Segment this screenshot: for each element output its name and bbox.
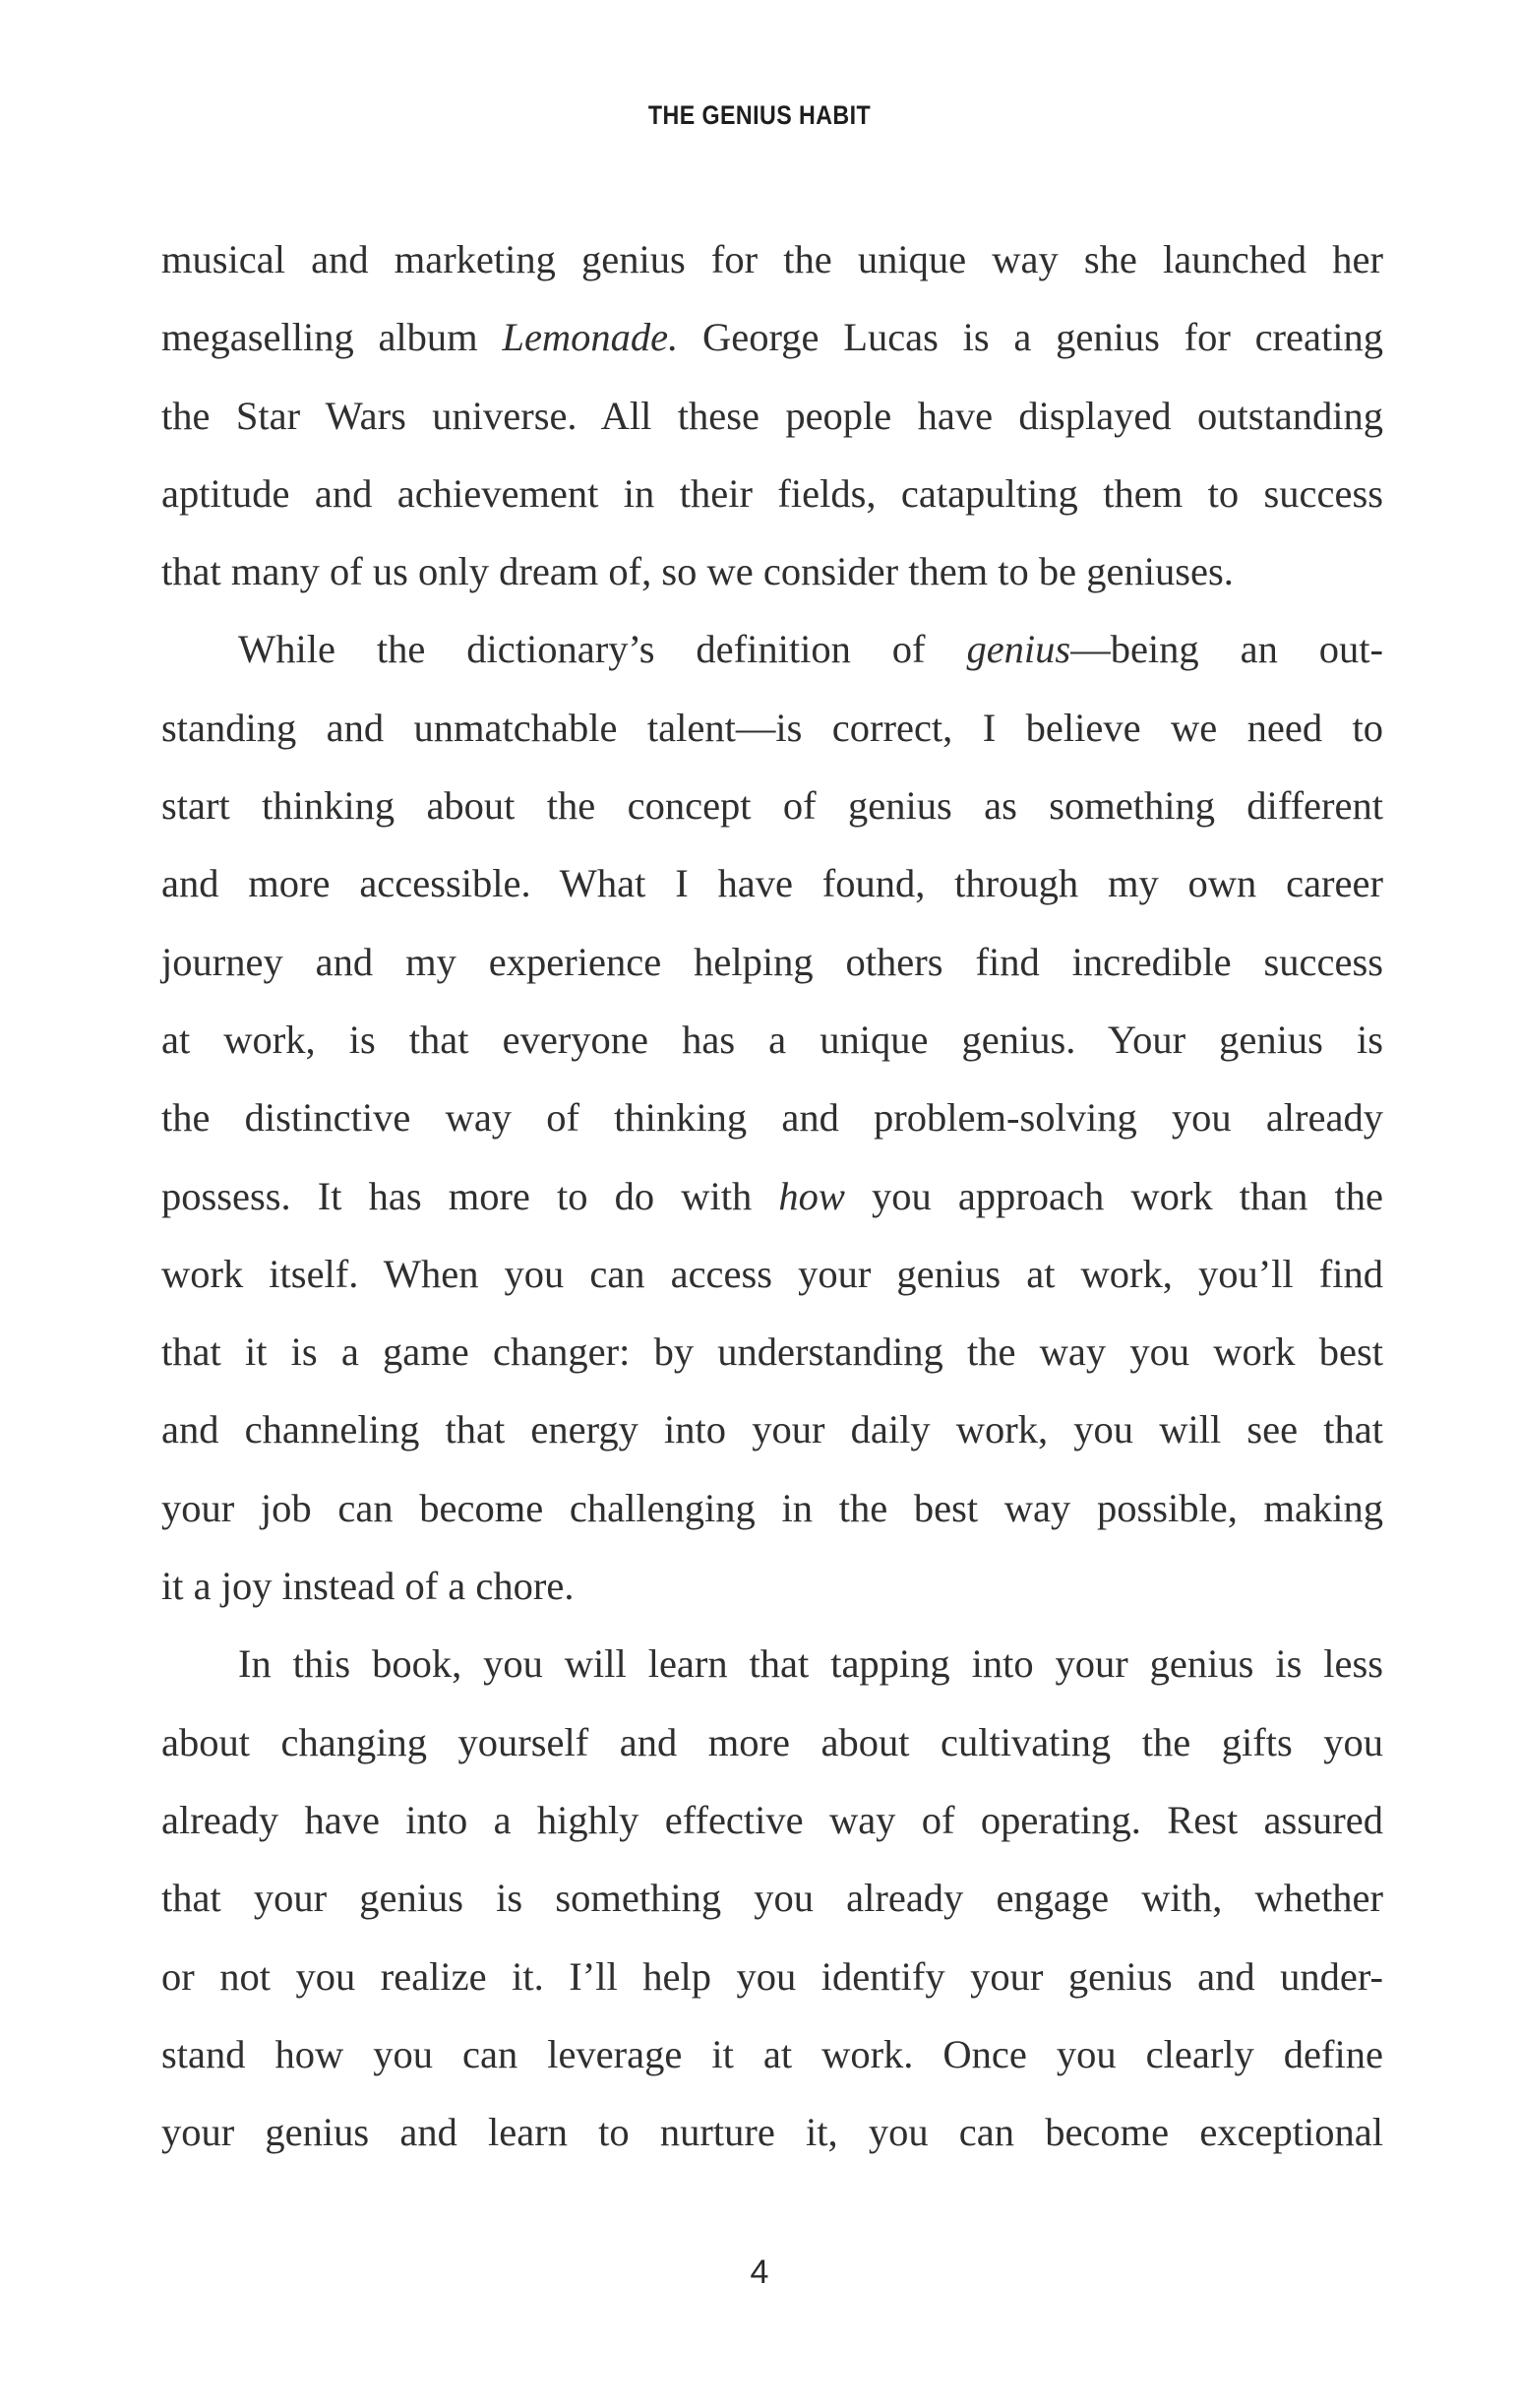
text-line: it a joy instead of a chore. xyxy=(161,1564,575,1609)
text-line: megaselling album Lemonade. George Lucas is a genius for creating xyxy=(161,315,1383,360)
text-line: the distinctive way of thinking and problem-solving you already xyxy=(161,1095,1383,1141)
text-line: your job can become challenging in the best way possible, making xyxy=(161,1485,1383,1530)
paragraph-2 xyxy=(161,610,1383,1625)
text-line: aptitude and achievement in their fields, catapulting them to success xyxy=(161,470,1383,516)
text-line: start thinking about the concept of genius as something different xyxy=(161,783,1383,829)
text-line: or not you realize it. I’ll help you identify your genius and under- xyxy=(161,1953,1383,1999)
text-line: that your genius is something you already engage with, whether xyxy=(161,1876,1383,1921)
text-line: musical and marketing genius for the unique way she launched her xyxy=(161,237,1383,281)
text-line: already have into a highly effective way of operating. Rest assured xyxy=(161,1797,1383,1842)
text-line: In this book, you will learn that tapping into your genius is less xyxy=(238,1641,1383,1687)
text-line: stand how you can leverage it at work. Once you clearly define xyxy=(161,2031,1383,2076)
text-line: and more accessible. What I have found, through my own career xyxy=(161,861,1383,906)
running-head: THE GENIUS HABIT xyxy=(647,100,872,130)
emphasis: Lemonade. xyxy=(502,315,679,360)
body-text xyxy=(161,220,1383,2171)
paragraph-1 xyxy=(161,220,1383,610)
text-line: that many of us only dream of, so we consider them to be geniuses. xyxy=(161,549,1234,594)
text-line: about changing yourself and more about cultivating the gifts you xyxy=(161,1719,1383,1764)
text-line: your genius and learn to nurture it, you can become exceptional xyxy=(161,2110,1383,2155)
emphasis: how xyxy=(778,1173,845,1218)
text-line: the Star Wars universe. All these people have displayed outstanding xyxy=(161,393,1383,438)
text-line: While the dictionary’s definition of genius—being an out- xyxy=(238,627,1383,672)
emphasis: genius xyxy=(966,627,1071,672)
text-line: standing and unmatchable talent—is correct, I believe we need to xyxy=(161,705,1383,750)
text-line: at work, is that everyone has a unique genius. Your genius is xyxy=(161,1017,1383,1062)
text-line: and channeling that energy into your daily work, you will see that xyxy=(161,1407,1383,1452)
page-number: 4 xyxy=(750,2254,769,2291)
paragraph-3 xyxy=(161,1625,1383,2171)
text-line: journey and my experience helping others find incredible success xyxy=(161,939,1383,984)
text-line: work itself. When you can access your genius at work, you’ll find xyxy=(161,1251,1383,1296)
text-line: possess. It has more to do with how you approach work than the xyxy=(161,1173,1383,1218)
text-line: that it is a game changer: by understanding the way you work best xyxy=(161,1329,1383,1375)
